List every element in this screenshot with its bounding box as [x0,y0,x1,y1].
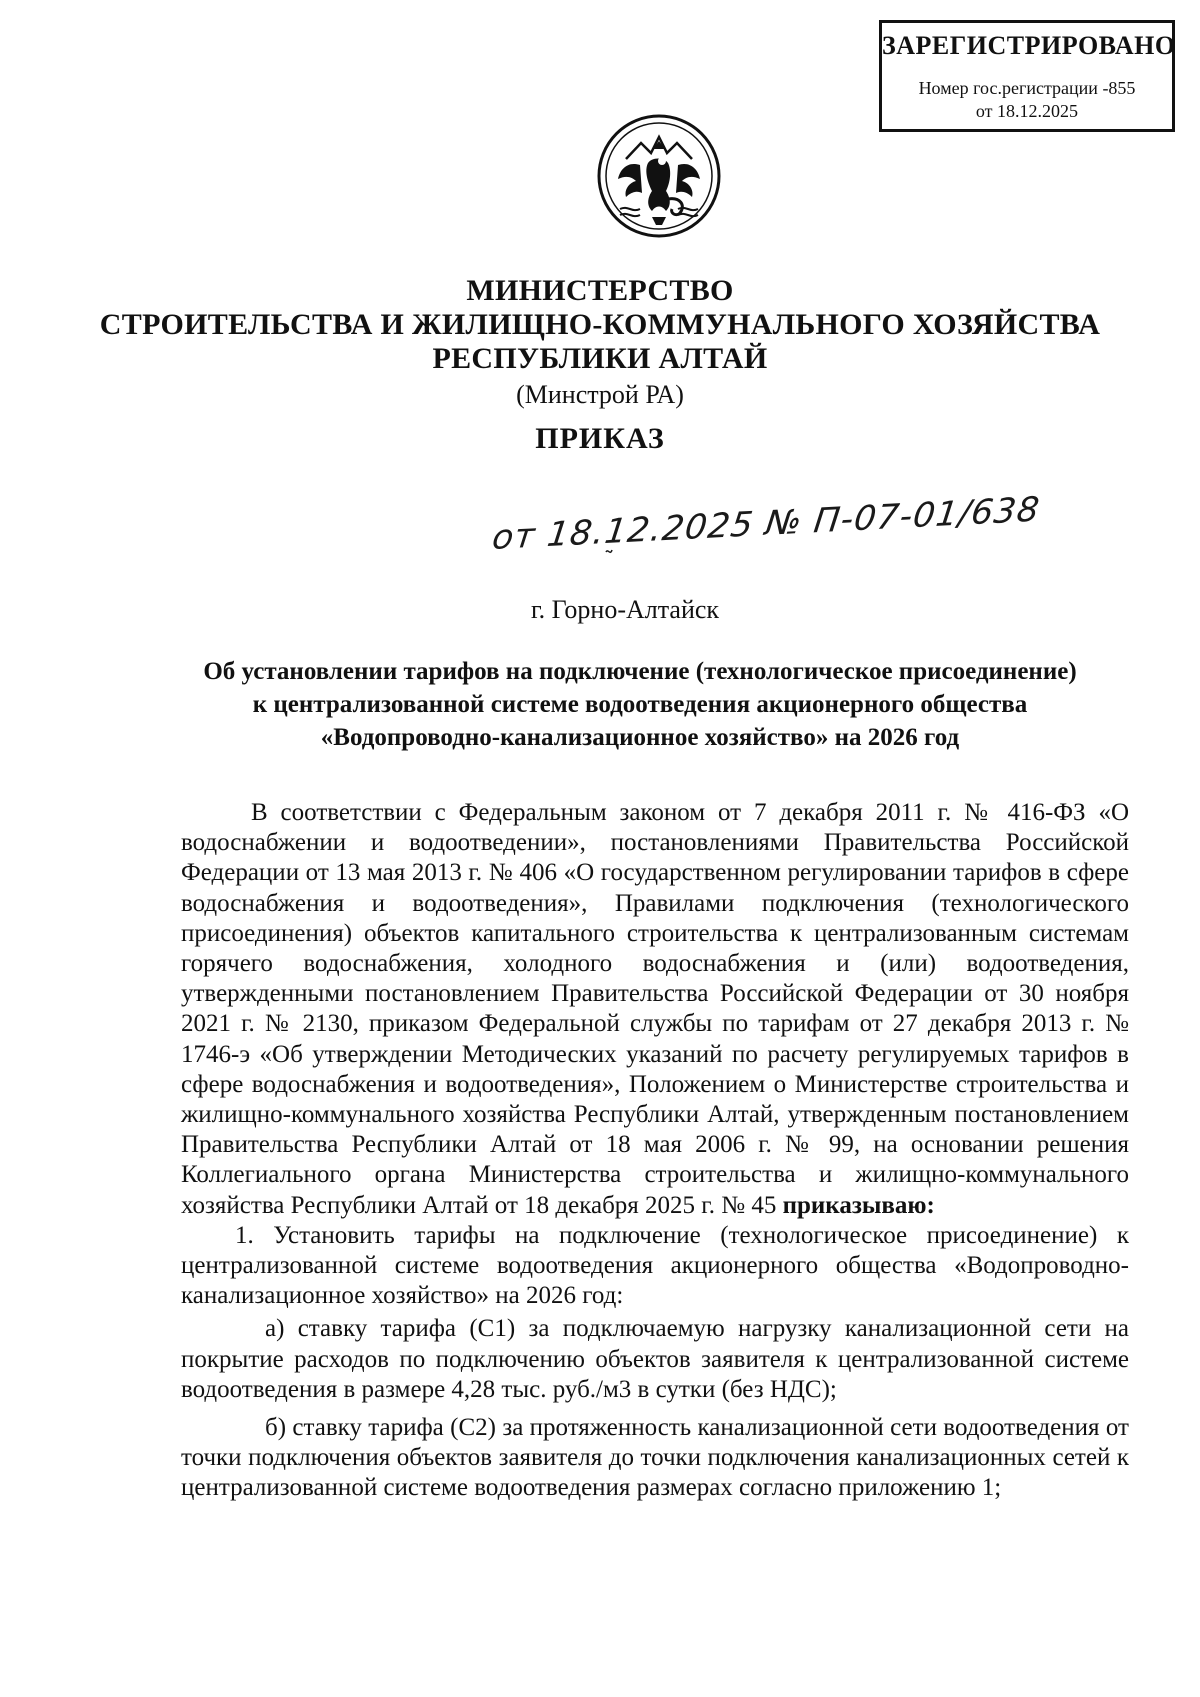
preamble-text: В соответствии с Федеральным законом от 7 декабря 2011 г. № 416-ФЗ «О водоснабжении и водоотведении», постановлениями Правительства Российской Федерации от 13 мая 2013 г. № 406 «О государственном регулировании тарифов в сфере водоснабжения и водоотведения», Правилами подключения (технологического присоединения) объектов капитального строительства к централизованным системам горячего водоснабжения, холодного водоснабжения и (или) водоотведения, утвержденными постановлением Правительства Российской Федерации от 30 ноября 2021 г. № 2130, приказом Федеральной службы по тарифам от 27 декабря 2013 г. № 1746-э «Об утверждении Методических указаний по расчету регулируемых тарифов в сфере водоснабжения и водоотведения», Положением о Министерстве строительства и жилищно-коммунального хозяйства Республики Алтай, утвержденным постановлением Правительства Республики Алтай от 18 мая 2006 г. № 99, на основании решения Коллегиального органа Министерства строительства и жилищно-коммунального хозяйства Республики Алтай от 18 декабря 2025 г. № 45 [181,799,1129,1219]
stamp-title: ЗАРЕГИСТРИРОВАНО [882,31,1176,60]
preamble-paragraph [181,798,1129,1221]
subject-line-2: к централизованной системе водоотведения акционерного общества [252,691,1028,718]
stamp-reg-date: от 18.12.2025 [975,101,1079,121]
order-title: ПРИКАЗ [535,422,665,455]
ministry-abbreviation: (Минстрой РА) [516,380,684,409]
ministry-line-2: СТРОИТЕЛЬСТВА И ЖИЛИЩНО-КОММУНАЛЬНОГО ХОЗЯЙСТВА [99,308,1101,341]
handwritten-text: от 18.12.2025 № П-07-01/638 [490,489,1043,558]
item-1a: а) ставку тарифа (С1) за подключаемую нагрузку канализационной сети на покрытие расходов по подключению объектов заявителя к централизованной системе водоотведения в размере 4,28 тыс. руб./м3 в сутки (без НДС); [181,1315,1129,1403]
subject-line-1: Об установлении тарифов на подключение (технологическое присоединение) [203,658,1077,685]
city-name: г. Горно-Алтайск [530,595,720,624]
order-body [181,798,1129,1504]
handwritten-date-number [486,489,1043,570]
ministry-header [0,274,1200,412]
order-subject [160,655,1120,754]
registration-stamp [879,20,1175,132]
ministry-line-3: РЕСПУБЛИКИ АЛТАЙ [432,342,768,375]
item-1b: б) ставку тарифа (С2) за протяженность канализационной сети водоотведения от точки подключения объектов заявителя до точки подключения канализационных сетей к централизованной системе водоотведения размерах согласно приложению 1; [181,1414,1129,1502]
stamp-reg-number: Номер гос.регистрации -855 [918,78,1136,98]
ministry-line-1: МИНИСТЕРСТВО [466,274,734,307]
subject-line-3: «Водопроводно-канализационное хозяйство» на 2026 год [320,724,960,751]
coat-of-arms-icon [596,113,722,239]
directive-word: приказываю: [782,1191,935,1219]
item-1: 1. Установить тарифы на подключение (технологическое присоединение) к централизованной системе водоотведения акционерного общества «Водопроводно-канализационное хозяйство» на 2026 год: [181,1221,1129,1310]
